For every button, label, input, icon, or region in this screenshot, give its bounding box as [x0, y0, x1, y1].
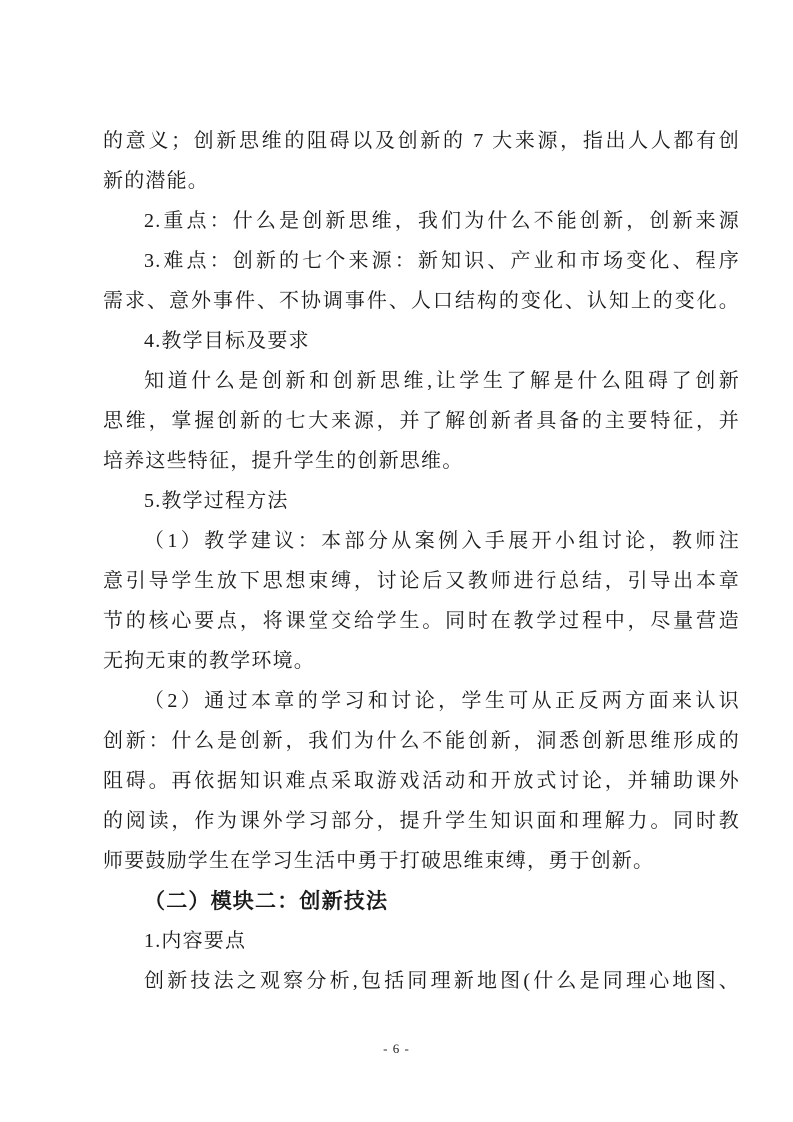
text-line: 3.难点：创新的七个来源：新知识、产业和市场变化、程序: [144, 250, 740, 272]
text-line: 1.内容要点: [144, 930, 247, 952]
page-footer: [0, 1040, 793, 1058]
text-line: 的意义；创新思维的阻碍以及创新的 7 大来源，指出人人都有创: [103, 130, 740, 152]
text-line: 创新技法之观察分析,包括同理新地图(什么是同理心地图、: [144, 970, 740, 992]
text-line: 需求、意外事件、不协调事件、人口结构的变化、认知上的变化。: [103, 290, 740, 312]
text-line: 师要鼓励学生在学习生活中勇于打破思维束缚，勇于创新。: [103, 850, 655, 872]
text-line: 4.教学目标及要求: [144, 330, 310, 352]
text-line: 的阅读，作为课外学习部分，提升学生知识面和理解力。同时教: [103, 810, 740, 832]
text-line: 知道什么是创新和创新思维,让学生了解是什么阻碍了创新: [144, 370, 740, 392]
document-body: [103, 121, 740, 1001]
text-line: （1）教学建议：本部分从案例入手展开小组讨论，教师注: [144, 530, 740, 552]
text-line: 2.重点：什么是创新思维，我们为什么不能创新，创新来源: [144, 210, 740, 232]
text-line: 5.教学过程方法: [144, 490, 289, 512]
text-line: 思维，掌握创新的七大来源，并了解创新者具备的主要特征，并: [103, 410, 740, 432]
text-line: 阻碍。再依据知识难点采取游戏活动和开放式讨论，并辅助课外: [103, 770, 740, 792]
text-line: 意引导学生放下思想束缚，讨论后又教师进行总结，引导出本章: [103, 570, 740, 592]
text-line: 培养这些特征，提升学生的创新思维。: [103, 450, 464, 472]
section-heading: （二）模块二：创新技法: [144, 889, 389, 913]
text-line: 创新：什么是创新，我们为什么不能创新，洞悉创新思维形成的: [103, 730, 740, 752]
page-number: - 6 -: [383, 1041, 410, 1056]
text-line: 新的潜能。: [103, 170, 209, 192]
text-line: 无拘无束的教学环境。: [103, 650, 315, 672]
text-line: 节的核心要点，将课堂交给学生。同时在教学过程中，尽量营造: [103, 610, 740, 632]
text-line: （2）通过本章的学习和讨论，学生可从正反两方面来认识: [144, 690, 740, 712]
